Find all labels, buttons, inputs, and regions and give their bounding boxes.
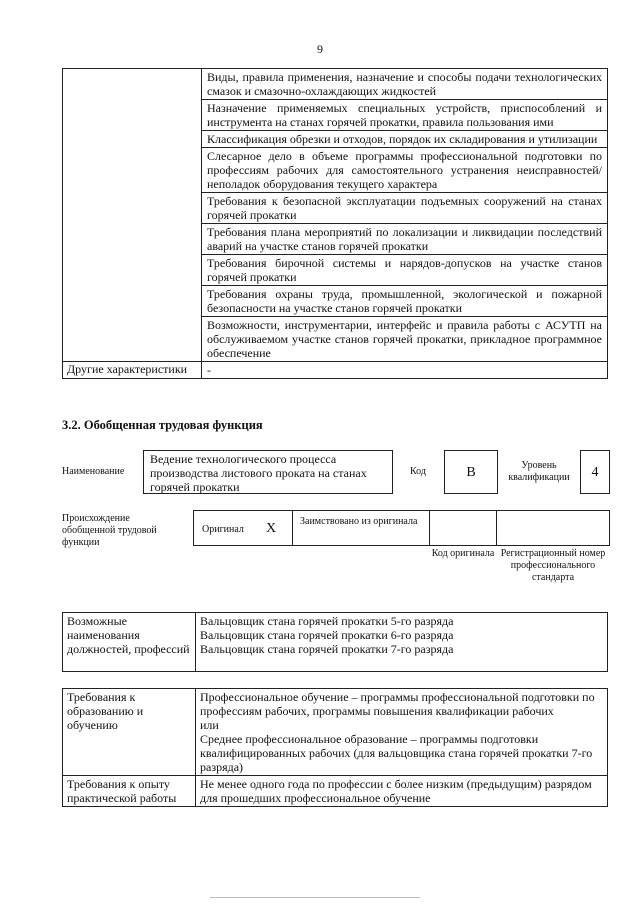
education-value — [196, 689, 608, 776]
knowledge-label-cell — [63, 317, 202, 362]
knowledge-row — [63, 69, 608, 100]
knowledge-label-cell — [63, 255, 202, 286]
knowledge-label-cell — [63, 224, 202, 255]
knowledge-label-cell — [63, 148, 202, 193]
positions-label: Возможные наименования должностей, профессий — [63, 613, 196, 672]
positions-table — [62, 612, 608, 672]
knowledge-label-cell — [63, 193, 202, 224]
knowledge-item: Классификация обрезки и отходов, порядок их складирования и утилизации — [202, 131, 608, 148]
positions-row — [63, 613, 608, 672]
origin-label: Происхождение обобщенной трудовой функции — [62, 513, 157, 548]
original-mark: X — [266, 521, 277, 536]
knowledge-row — [63, 131, 608, 148]
knowledge-item: Виды, правила применения, назначение и способы подачи технологических смазок и смазочно-охлаждающих жидкостей — [202, 69, 608, 100]
section-title: 3.2. Обобщенная трудовая функция — [62, 418, 263, 432]
position-item: Вальцовщик стана горячей прокатки 6-го разряда — [200, 628, 454, 642]
knowledge-row — [63, 224, 608, 255]
other-characteristics-row — [63, 362, 608, 379]
education-table — [62, 688, 608, 807]
knowledge-table — [62, 68, 608, 379]
knowledge-row — [63, 148, 608, 193]
reg-number-label: Регистрационный номер профессионального стандарта — [500, 548, 606, 583]
education-line: или — [200, 718, 219, 732]
education-line: Среднее профессиональное образование – программы подготовки квалифицированных рабочих (для вальцовщика стана горячей прокатки 7-го разряда) — [200, 732, 593, 774]
function-name-box: Ведение технологического процесса производства листового проката на станах горячей прокатки — [143, 450, 393, 494]
knowledge-item: Требования к безопасной эксплуатации подъемных сооружений на станах горячей прокатки — [202, 193, 608, 224]
knowledge-row — [63, 193, 608, 224]
experience-row — [63, 776, 608, 807]
knowledge-item: Требования охраны труда, промышленной, экологической и пожарной безопасности на участке станов горячей прокатки — [202, 286, 608, 317]
code-label: Код — [410, 466, 426, 477]
position-item: Вальцовщик стана горячей прокатки 5-го разряда — [200, 614, 454, 628]
education-row — [63, 689, 608, 776]
knowledge-label-cell — [63, 131, 202, 148]
borrowed-label: Заимствовано из оригинала — [300, 516, 418, 527]
page-number: 9 — [317, 42, 323, 56]
knowledge-row — [63, 286, 608, 317]
other-characteristics-value: - — [202, 362, 608, 379]
bottom-rule — [210, 897, 420, 898]
qualification-level-label: Уровень квалификации — [508, 460, 570, 483]
knowledge-label-cell — [63, 286, 202, 317]
knowledge-item: Требования бирочной системы и нарядов-допусков на участке станов горячей прокатки — [202, 255, 608, 286]
qualification-level-box: 4 — [580, 450, 610, 494]
knowledge-row — [63, 317, 608, 362]
origin-reg-number-cell — [496, 510, 610, 546]
original-label: Оригинал — [202, 524, 244, 535]
experience-value: Не менее одного года по профессии с более низким (предыдущим) разрядом для прошедших профессиональное обучение — [196, 776, 608, 807]
knowledge-item: Слесарное дело в объеме программы профессиональной подготовки по профессиям рабочих для самостоятельного устранения неисправностей/неполадок оборудования текущего характера — [202, 148, 608, 193]
knowledge-label-cell — [63, 100, 202, 131]
origin-code-cell — [429, 510, 497, 546]
education-label: Требования к образованию и обучению — [63, 689, 196, 776]
knowledge-label-cell — [63, 69, 202, 100]
knowledge-row — [63, 255, 608, 286]
other-characteristics-label: Другие характеристики — [63, 362, 202, 379]
experience-label: Требования к опыту практической работы — [63, 776, 196, 807]
code-original-label: Код оригинала — [431, 548, 495, 559]
knowledge-item: Назначение применяемых специальных устройств, приспособлений и инструмента на станах горячей прокатки, правила пользования ими — [202, 100, 608, 131]
education-line: Профессиональное обучение – программы профессиональной подготовки по профессиям рабочих, программы повышения квалификации рабочих — [200, 690, 595, 718]
position-item: Вальцовщик стана горячей прокатки 7-го разряда — [200, 642, 454, 656]
knowledge-row — [63, 100, 608, 131]
positions-list — [196, 613, 608, 672]
name-label: Наименование — [62, 466, 125, 477]
knowledge-item: Возможности, инструментарии, интерфейс и правила работы с АСУТП на обслуживаемом участке станов горячей прокатки, прикладное программное обеспечение — [202, 317, 608, 362]
function-code-box: В — [444, 450, 498, 494]
knowledge-item: Требования плана мероприятий по локализации и ликвидации последствий аварий на участке станов горячей прокатки — [202, 224, 608, 255]
knowledge-body — [63, 69, 608, 379]
